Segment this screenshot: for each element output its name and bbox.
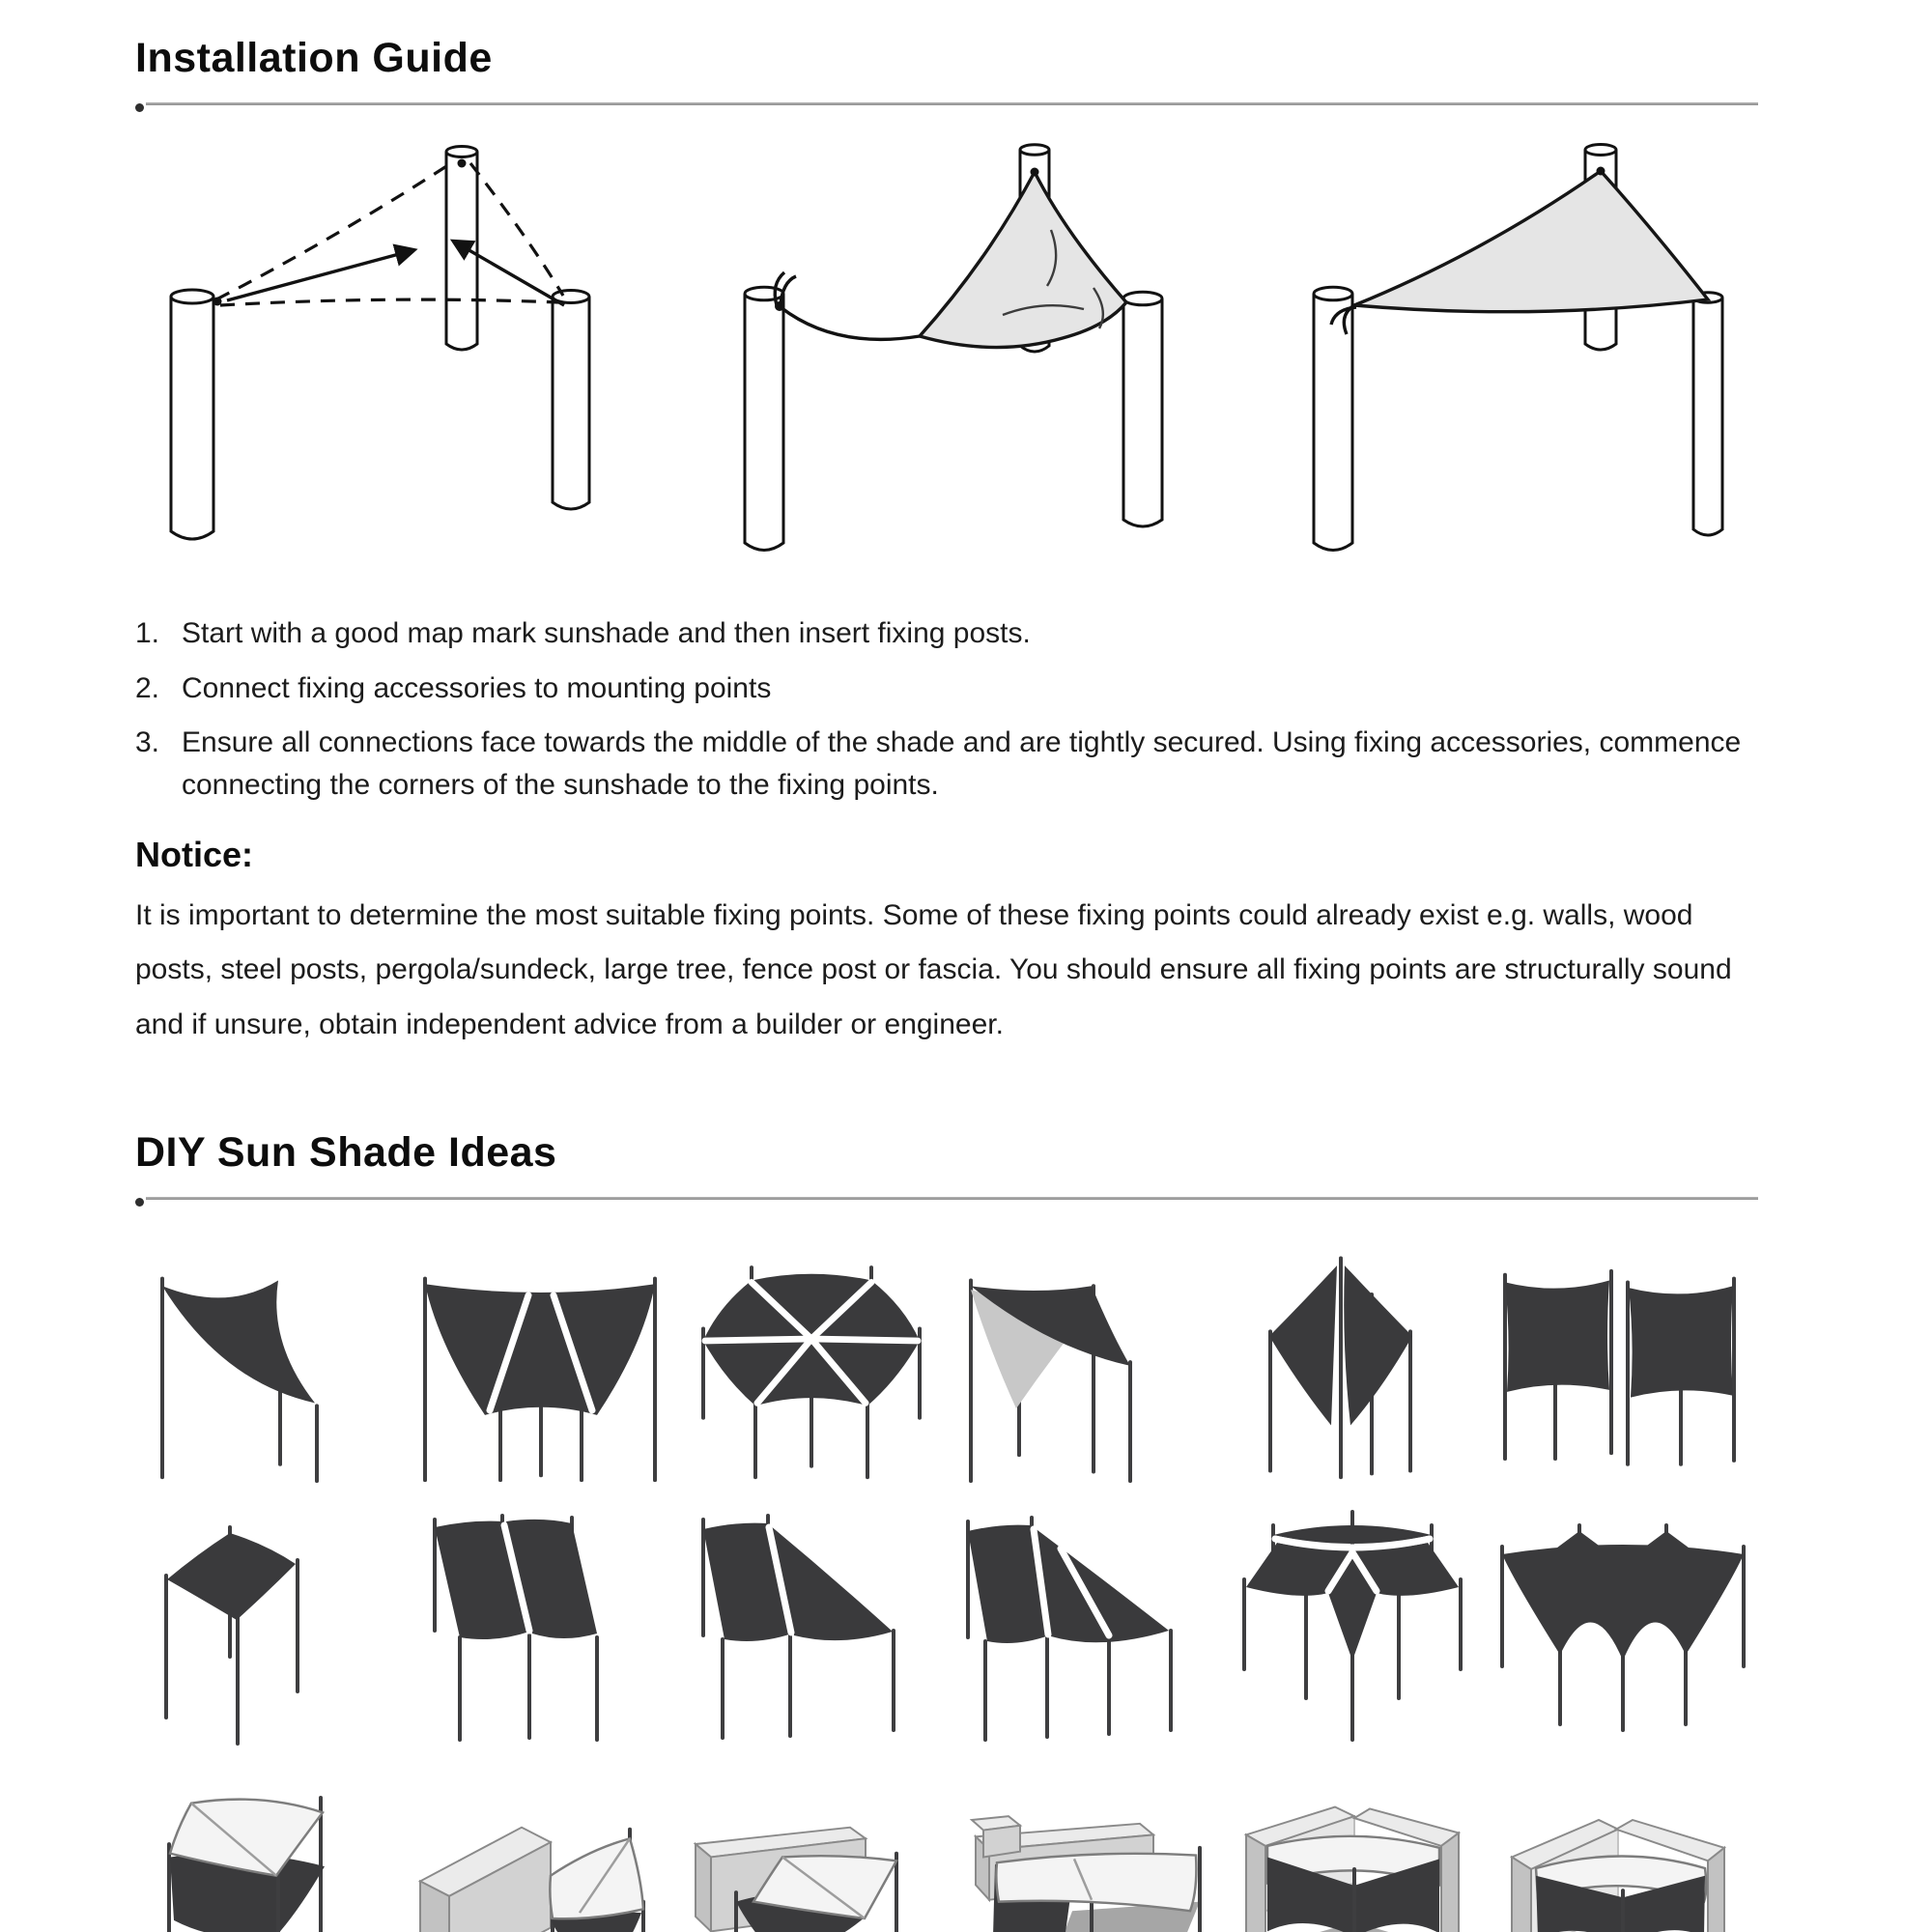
idea-twin-slanted-rect-sails-6-posts xyxy=(406,1491,676,1766)
step-item-3 xyxy=(135,722,1758,806)
idea-rect-and-twin-triangle-sails xyxy=(947,1491,1217,1766)
idea-kite-twin-triangles-4-posts xyxy=(1217,1243,1488,1485)
diy-ideas-row-1 xyxy=(135,1243,1758,1485)
installation-guide-title: Installation Guide xyxy=(135,35,493,81)
step-item-2 xyxy=(135,668,1758,710)
idea-hexagon-tent-center-point xyxy=(1217,1491,1488,1766)
rule-dot xyxy=(135,103,144,112)
idea-hexagon-six-triangle-sails xyxy=(676,1243,947,1485)
idea-l-walls-sail-with-shadow xyxy=(1488,1772,1758,1932)
diy-ideas-row-2 xyxy=(135,1491,1758,1766)
idea-triangle-sail-3-posts xyxy=(135,1243,406,1485)
installation-steps-list xyxy=(135,612,1758,806)
step-number: 2. xyxy=(135,671,160,704)
diagram-step-1-mark-points-illustration xyxy=(135,116,599,599)
idea-triple-overlapping-triangle-sails xyxy=(1488,1491,1758,1766)
rule-dot xyxy=(135,1198,144,1207)
notice-title: Notice: xyxy=(135,835,254,874)
installation-diagrams xyxy=(135,116,1758,599)
rule-line xyxy=(146,102,1758,105)
diy-ideas-row-3 xyxy=(135,1772,1758,1932)
step-number: 3. xyxy=(135,726,160,758)
section-rule xyxy=(135,96,1758,112)
step-text: Connect fixing accessories to mounting points xyxy=(182,671,772,704)
step-number: 1. xyxy=(135,617,160,649)
diagram-step-2-attach-sail-illustration xyxy=(676,116,1198,599)
idea-stacked-light-dark-sails-4-posts xyxy=(135,1772,406,1932)
diy-ideas-title: DIY Sun Shade Ideas xyxy=(135,1129,557,1177)
idea-square-sail-4-posts xyxy=(135,1491,406,1766)
idea-long-wall-sails-with-shadow xyxy=(947,1772,1217,1932)
idea-wall-corner-light-dark-sails xyxy=(676,1772,947,1932)
idea-slanted-rect-and-triangle-sails xyxy=(676,1491,947,1766)
idea-twin-square-sails-6-posts xyxy=(1488,1243,1758,1485)
diagram-step-3-tensioned-sail-illustration xyxy=(1275,116,1758,599)
idea-wall-mounted-light-dark-sails xyxy=(406,1772,676,1932)
step-item-1 xyxy=(135,612,1758,655)
notice-body-text: It is important to determine the most suitable fixing points. Some of these fixing points could already exist e.g. walls, wood posts, steel posts, pergola/sundeck, large tree, fence post or fascia. You should ensure all fixing points are structurally sound and if unsure, obtain independent advice from a builder or engineer. xyxy=(135,899,1732,1040)
step-text: Start with a good map mark sunshade and then insert fixing posts. xyxy=(182,617,1031,649)
idea-twin-triangle-sails-4-posts xyxy=(406,1243,676,1485)
idea-dark-and-light-triangle-sails xyxy=(947,1243,1217,1485)
rule-line xyxy=(146,1197,1758,1200)
section-rule xyxy=(135,1190,1758,1207)
step-text: Ensure all connections face towards the middle of the shade and are tightly secured. Using fixing accessories, commence connecting the corners of the sunshade to the fixing points. xyxy=(182,726,1742,801)
idea-corner-walls-butterfly-sails xyxy=(1217,1772,1488,1932)
